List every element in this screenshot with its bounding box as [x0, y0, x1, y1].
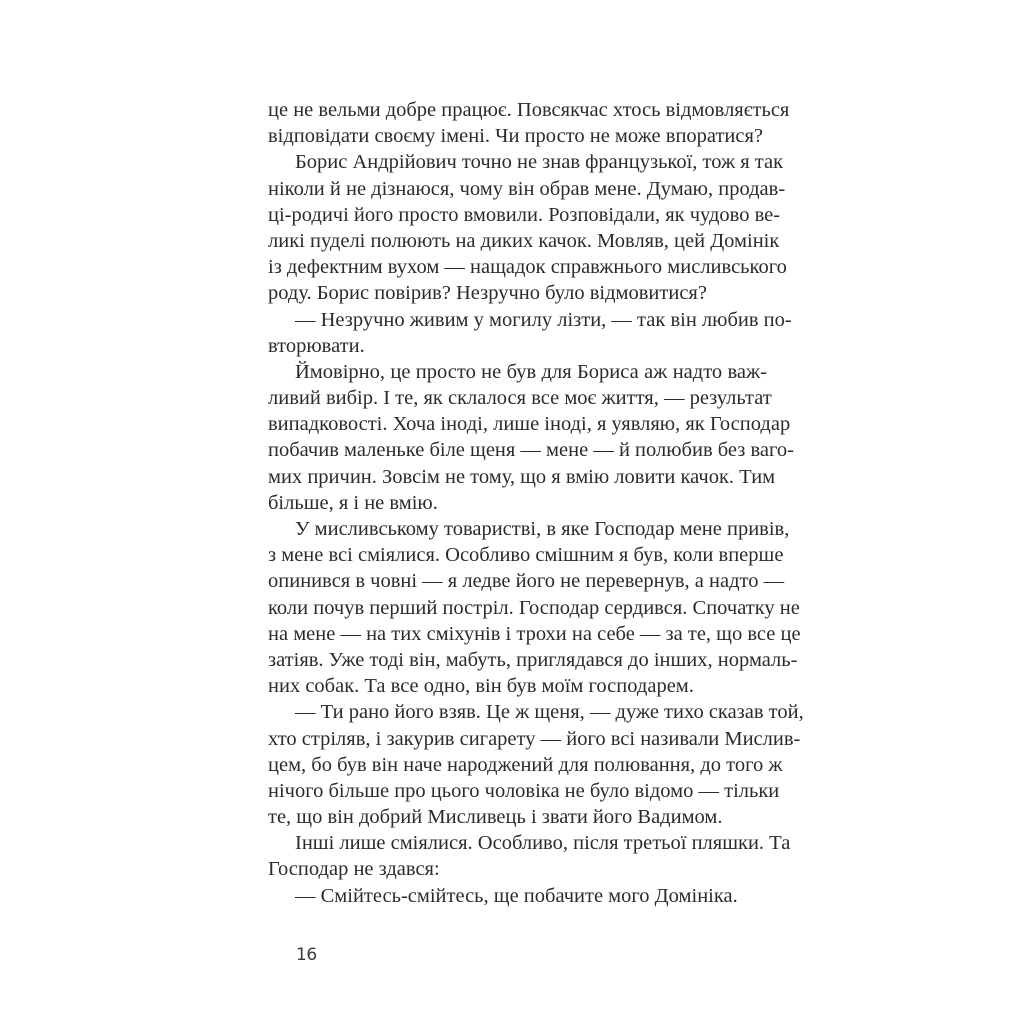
page-number: 16 [296, 945, 317, 965]
text-line: нічого більше про цього чоловіка не було відомо — тільки [268, 779, 780, 802]
text-line: відповідати своєму імені. Чи просто не може впоратися? [268, 125, 764, 148]
paragraph [268, 883, 767, 909]
text-line: — Ти рано його взяв. Це ж щеня, — дуже тихо сказав той, [295, 701, 804, 724]
text-line: Ймовірно, це просто не був для Бориса аж надто важ- [295, 360, 767, 383]
paragraph [268, 830, 791, 882]
text-line: хто стріляв, і закурив сигарету — його всі називали Мислив- [268, 727, 801, 750]
text-line: випадковості. Хоча іноді, лише іноді, я уявляю, як Господар [268, 413, 791, 436]
text-line: Інші лише сміялися. Особливо, після третьої пляшки. Та [295, 832, 791, 855]
text-line: із дефектним вухом — нащадок справжнього мисливського [268, 256, 787, 279]
text-line: — Смійтесь-смійтесь, ще побачите мого Домініка. [295, 884, 738, 907]
paragraph [268, 149, 787, 306]
body-text [268, 97, 804, 909]
text-line: ливий вибір. І те, як склалося все моє життя, — результат [268, 387, 772, 410]
text-line: опинився в човні — я ледве його не перевернув, а надто — [268, 570, 785, 593]
text-line: вторювати. [268, 334, 365, 357]
text-line: У мисливському товаристві, в яке Господар мене привів, [295, 518, 790, 540]
text-line: — Незручно живим у могилу лізти, — так він любив по- [295, 308, 792, 331]
text-line: коли почув перший постріл. Господар сердився. Спочатку не [268, 596, 800, 619]
text-line: з мене всі сміялися. Особливо смішним я був, коли вперше [268, 544, 784, 567]
text-line: роду. Борис повірив? Незручно було відмовитися? [268, 282, 707, 305]
text-line: мих причин. Зовсім не тому, що я вмію ловити качок. Тим [268, 465, 776, 488]
text-line: більше, я і не вмію. [268, 491, 438, 514]
text-line: затіяв. Уже тоді він, мабуть, приглядався до інших, нормаль- [268, 648, 798, 671]
text-line: Господар не здався: [268, 858, 440, 881]
text-line: них собак. Та все одно, він був моїм господарем. [268, 675, 694, 698]
text-line: це не вельми добре працює. Повсякчас хтось відмовляється [268, 99, 790, 121]
paragraph [268, 516, 801, 699]
text-line: ці-родичі його просто вмовили. Розповідали, як чудово ве- [268, 203, 781, 226]
text-line: ликі пуделі полюють на диких качок. Мовляв, цей Домінік [268, 229, 780, 252]
paragraph [268, 359, 794, 516]
text-line: побачив маленьке біле щеня — мене — й полюбив без ваго- [268, 439, 794, 462]
text-line: цем, бо був він наче народжений для полювання, до того ж [268, 753, 783, 776]
text-line: те, що він добрий Мисливець і звати його Вадимом. [268, 806, 723, 829]
text-line: ніколи й не дізнаюся, чому він обрав мене. Думаю, продав- [268, 177, 786, 200]
text-line: на мене — на тих сміхунів і трохи на себе — за те, що все це [268, 622, 801, 645]
paragraph [268, 307, 792, 359]
paragraph [268, 97, 790, 149]
text-line: Борис Андрійович точно не знав французької, тож я так [295, 151, 784, 174]
paragraph [268, 699, 804, 830]
